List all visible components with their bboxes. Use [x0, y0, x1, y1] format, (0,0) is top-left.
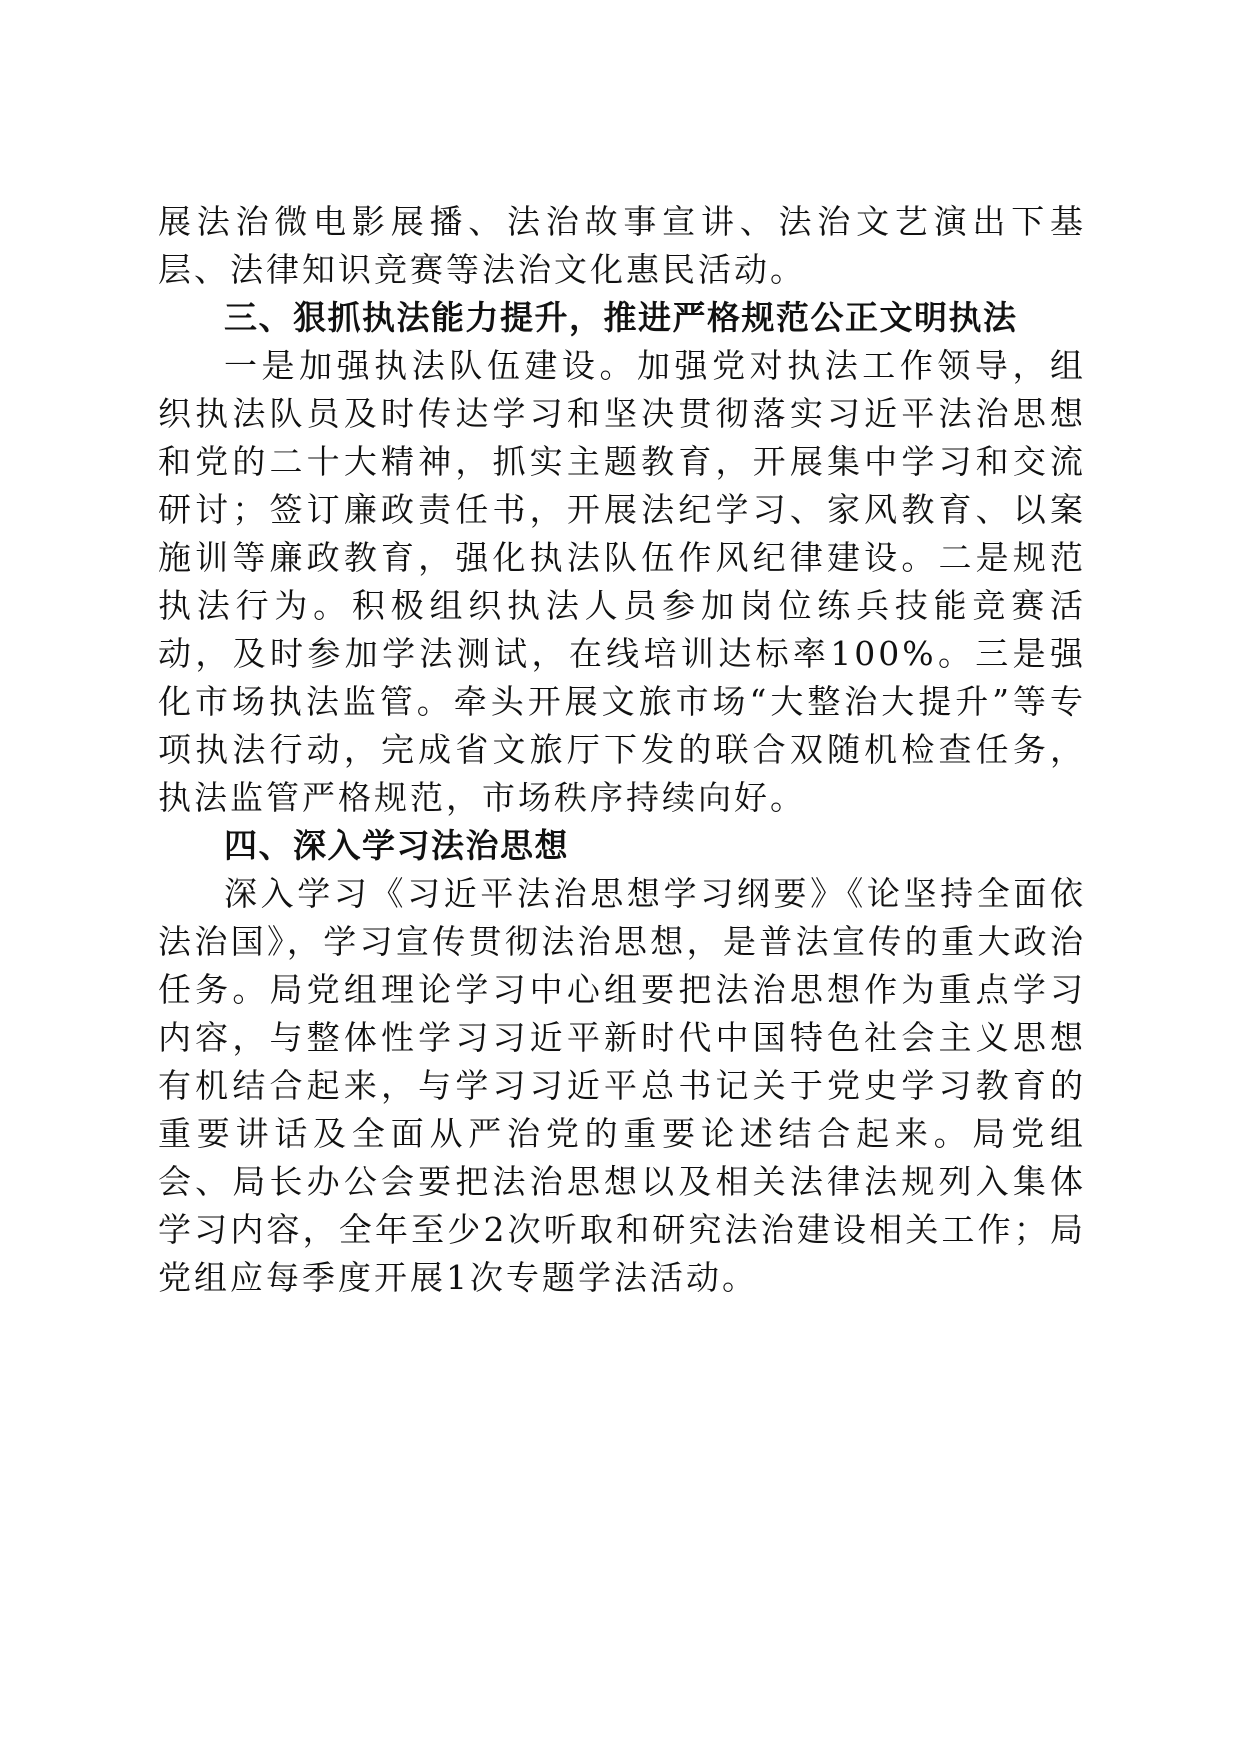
continuation-paragraph: 展法治微电影展播、法治故事宣讲、法治文艺演出下基层、法律知识竞赛等法治文化惠民活动。	[158, 202, 1086, 289]
section-3-heading: 三、狠抓执法能力提升，推进严格规范公正文明执法	[224, 298, 1018, 337]
section-4-paragraph: 深入学习《习近平法治思想学习纲要》《论坚持全面依法治国》，学习宣传贯彻法治思想，是普法宣传的重大政治任务。局党组理论学习中心组要把法治思想作为重点学习内容，与整体性学习习近平新时代中国特色社会主义思想有机结合起来，与学习习近平总书记关于党史学习教育的重要讲话及全面从严治党的重要论述结合起来。局党组会、局长办公会要把法治思想以及相关法律法规列入集体学习内容，全年至少2次听取和研究法治建设相关工作；局党组应每季度开展1次专题学法活动。	[158, 874, 1086, 1297]
section-4-heading: 四、深入学习法治思想	[224, 826, 569, 865]
document-body	[158, 198, 1086, 1302]
section-3-paragraph: 一是加强执法队伍建设。加强党对执法工作领导，组织执法队员及时传达学习和坚决贯彻落实习近平法治思想和党的二十大精神，抓实主题教育，开展集中学习和交流研讨；签订廉政责任书，开展法纪学习、家风教育、以案施训等廉政教育，强化执法队伍作风纪律建设。二是规范执法行为。积极组织执法人员参加岗位练兵技能竞赛活动，及时参加学法测试，在线培训达标率100%。三是强化市场执法监管。牵头开展文旅市场“大整治大提升”等专项执法行动，完成省文旅厅下发的联合双随机检查任务，执法监管严格规范，市场秩序持续向好。	[158, 346, 1086, 817]
